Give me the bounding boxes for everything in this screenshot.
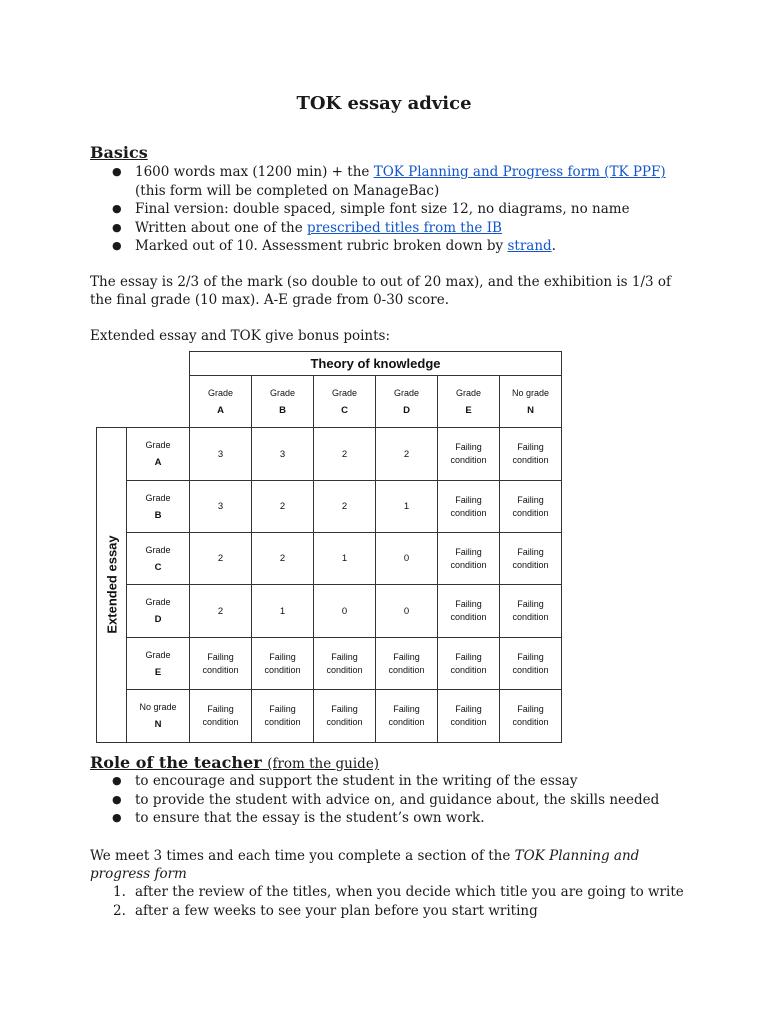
column-header: [189, 375, 252, 428]
table-cell: [251, 427, 314, 481]
column-header-label: Grade: [207, 387, 233, 398]
essay-weight-paragraph: The essay is 2/3 of the mark (so double to out of 20 max), and the exhibition is 1/3 of the final grade (10 max). A-E grade from 0-30 score.: [90, 274, 672, 308]
column-header: [313, 375, 376, 428]
table-cell: [189, 480, 252, 533]
cell-text: Failing: [269, 704, 296, 714]
cell-value: 2: [279, 501, 286, 512]
table-cell: [437, 532, 500, 585]
cell-text: condition: [512, 717, 549, 727]
column-header: [251, 375, 314, 428]
column-header-label: Grade: [269, 387, 295, 398]
column-header-label: No grade: [511, 387, 550, 398]
cell-value: 0: [403, 605, 410, 617]
cell-text: Failing: [269, 651, 296, 662]
meetings-item: 1. after the review of the titles, when you decide which title you are going to write: [113, 884, 684, 900]
table-cell: [313, 584, 376, 638]
cell-text: Failing: [517, 546, 544, 557]
cell-text: condition: [264, 717, 301, 727]
table-side-header-label: Extended essay: [104, 534, 120, 634]
cell-text: condition: [202, 717, 239, 727]
column-header: [437, 375, 500, 428]
table-cell: [251, 689, 314, 743]
bullet-icon: ●: [112, 811, 122, 824]
role-heading-suffix: (from the guide): [267, 756, 380, 772]
row-header-label: Grade: [145, 649, 171, 660]
table-cell: [313, 689, 376, 743]
bullet-icon: ●: [112, 202, 122, 215]
bonus-points-paragraph: Extended essay and TOK give bonus points:: [90, 328, 391, 344]
cell-text: condition: [202, 664, 239, 675]
table-cell: [499, 480, 562, 533]
cell-text: condition: [326, 664, 363, 675]
cell-text: condition: [388, 717, 425, 727]
cell-value: 1: [279, 605, 286, 617]
cell-text: condition: [450, 507, 487, 518]
cell-text: Failing: [331, 651, 358, 662]
cell-text: Failing: [455, 442, 482, 452]
cell-text: condition: [512, 507, 549, 518]
cell-value: 1: [341, 553, 348, 564]
table-cell: [375, 532, 438, 585]
cell-text: condition: [450, 717, 487, 727]
cell-text: condition: [326, 717, 363, 727]
cell-text: Failing: [393, 651, 420, 662]
table-cell: [437, 584, 500, 638]
prescribed-titles-link[interactable]: prescribed titles from the IB: [307, 219, 502, 236]
table-cell: [437, 637, 500, 690]
bullet-icon: ●: [112, 165, 122, 178]
cell-text: Failing: [517, 494, 544, 505]
cell-text: Failing: [455, 651, 482, 662]
tk-ppf-link[interactable]: TOK Planning and Progress form (TK PPF): [373, 164, 666, 180]
basics-item: ● Final version: double spaced, simple font size 12, no diagrams, no name: [112, 201, 630, 217]
basics-list: [90, 163, 690, 256]
page-title: TOK essay advice: [296, 93, 472, 114]
role-item: ● to provide the student with advice on, and guidance about, the skills needed: [112, 791, 660, 808]
cell-value: 2: [217, 553, 224, 564]
cell-text: Failing: [331, 704, 358, 714]
column-header-letter: A: [217, 404, 224, 416]
column-header-label: Grade: [393, 387, 419, 398]
table-cell: [499, 637, 562, 690]
cell-value: 3: [279, 448, 286, 460]
cell-text: Failing: [517, 704, 544, 714]
row-header: [126, 584, 190, 638]
column-header: [375, 375, 438, 428]
basics-item: ● Written about one of the prescribed titles from the IB: [112, 219, 502, 236]
cell-text: condition: [450, 664, 487, 675]
table-side-header: [96, 427, 127, 743]
bonus-points-table: [96, 351, 561, 742]
cell-text: condition: [512, 664, 549, 675]
row-header-letter: D: [154, 614, 162, 625]
cell-text: condition: [512, 455, 549, 465]
row-header-letter: E: [154, 666, 162, 678]
cell-value: 0: [403, 553, 410, 564]
table-cell: [189, 532, 252, 585]
table-cell: [189, 637, 252, 690]
table-cell: [251, 532, 314, 585]
cell-text: condition: [450, 455, 487, 465]
row-header: [126, 480, 190, 533]
row-header-label: Grade: [145, 544, 171, 555]
table-cell: [437, 689, 500, 743]
basics-heading: Basics: [90, 143, 148, 162]
column-header-letter: B: [279, 404, 286, 416]
table-cell: [251, 637, 314, 690]
row-header-label: Grade: [145, 492, 171, 503]
cell-value: 3: [217, 448, 224, 460]
row-header-label: Grade: [145, 440, 171, 450]
role-section: [90, 753, 690, 828]
row-header-label: Grade: [145, 597, 171, 607]
table-cell: [189, 689, 252, 743]
cell-text: condition: [450, 612, 487, 622]
table-cell: [313, 532, 376, 585]
row-header: [126, 532, 190, 585]
column-header-label: Grade: [455, 387, 481, 398]
role-heading: Role of the teacher (from the guide): [90, 753, 380, 772]
table-cell: [499, 532, 562, 585]
cell-text: Failing: [517, 442, 544, 452]
cell-value: 2: [341, 501, 348, 512]
table-cell: [189, 427, 252, 481]
bullet-icon: ●: [112, 220, 122, 234]
tk-ppf-emphasis: TOK Planning and progress form: [90, 848, 640, 882]
table-cell: [437, 480, 500, 533]
cell-value: 2: [403, 448, 410, 460]
cell-value: 2: [341, 448, 348, 460]
cell-value: 0: [341, 605, 348, 617]
meetings-paragraph: We meet 3 times and each time you complete a section of the TOK Planning and progress form: [90, 848, 640, 882]
table-cell: [499, 427, 562, 481]
cell-text: Failing: [455, 704, 482, 714]
table-cell: [313, 637, 376, 690]
table-cell: [313, 427, 376, 481]
table-cell: [499, 584, 562, 638]
row-header-letter: B: [154, 509, 162, 521]
bullet-icon: ●: [112, 774, 122, 787]
basics-section: [90, 143, 690, 256]
basics-item: ● 1600 words max (1200 min) + the TOK Planning and Progress form (TK PPF) (this form will be completed on ManageBac): [112, 164, 666, 199]
cell-text: Failing: [207, 704, 234, 714]
table-cell: [251, 480, 314, 533]
cell-value: 3: [217, 501, 224, 512]
table-cell: [375, 427, 438, 481]
meetings-list: [90, 883, 690, 920]
cell-text: Failing: [517, 599, 544, 609]
table-cell: [251, 584, 314, 638]
table-cell: [375, 480, 438, 533]
strand-link[interactable]: strand: [507, 238, 552, 254]
row-header-letter: N: [154, 719, 162, 730]
column-header-letter: E: [465, 404, 472, 416]
column-header: [499, 375, 562, 428]
cell-text: condition: [450, 559, 487, 570]
cell-text: Failing: [517, 651, 544, 662]
bullet-icon: ●: [112, 239, 122, 252]
cell-text: Failing: [455, 494, 482, 505]
cell-text: Failing: [207, 651, 234, 662]
column-header-label: Grade: [331, 387, 357, 398]
column-header-letter: N: [527, 404, 534, 416]
cell-text: condition: [388, 664, 425, 675]
cell-text: Failing: [455, 546, 482, 557]
basics-item: ● Marked out of 10. Assessment rubric broken down by strand.: [112, 238, 556, 254]
row-header-letter: A: [154, 457, 162, 468]
bullet-icon: ●: [112, 792, 122, 806]
cell-text: condition: [512, 559, 549, 570]
cell-value: 2: [279, 553, 286, 564]
cell-text: condition: [512, 612, 549, 622]
meetings-item: 2. after a few weeks to see your plan before you start writing: [113, 902, 538, 919]
table-cell: [313, 480, 376, 533]
row-header-label: No grade: [139, 702, 177, 712]
row-header: [126, 427, 190, 481]
row-header: [126, 689, 190, 743]
table-cell: [375, 584, 438, 638]
table-cell: [499, 689, 562, 743]
table-cell: [375, 689, 438, 743]
table-cell: [437, 427, 500, 481]
meetings-section: [90, 847, 690, 920]
row-header: [126, 637, 190, 690]
cell-value: 2: [217, 605, 224, 617]
column-header-letter: C: [341, 404, 348, 416]
cell-text: condition: [264, 664, 301, 675]
role-list: [90, 772, 690, 828]
column-header-letter: D: [403, 404, 410, 416]
cell-text: Failing: [393, 704, 420, 714]
cell-text: Failing: [455, 599, 482, 609]
table-cell: [375, 637, 438, 690]
cell-value: 1: [403, 501, 410, 512]
role-item: ● to ensure that the essay is the student’s own work.: [112, 810, 485, 826]
role-item: ● to encourage and support the student in the writing of the essay: [112, 773, 578, 789]
table-cell: [189, 584, 252, 638]
table-top-header: Theory of knowledge: [189, 351, 562, 376]
row-header-letter: C: [154, 561, 162, 573]
